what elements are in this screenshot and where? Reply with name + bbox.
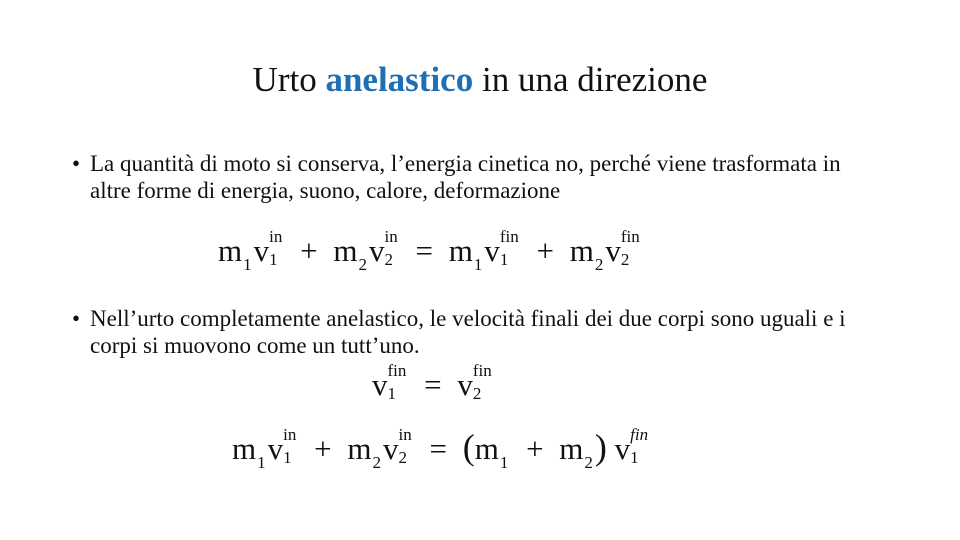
bullet-text: La quantità di moto si conserva, l’energia cinetica no, perché viene trasformata in altre forme di energia, suono, calore, deformazione (90, 151, 841, 203)
velocity-2-final: v fin 2 (605, 227, 640, 269)
slide-title (0, 58, 960, 102)
velocity-1-final: v fin 1 (614, 425, 649, 467)
title-suffix: in una direzione (473, 60, 708, 99)
bullet-perfectly-inelastic (72, 305, 872, 359)
velocity-2-initial: v in 2 (368, 227, 398, 269)
equals-operator: = (424, 367, 442, 402)
velocity-1-initial: v in 1 (267, 425, 297, 467)
bullet-text: Nell’urto completamente anelastico, le velocità finali dei due corpi sono uguali e i corpi si muovono come un tutt’uno. (90, 306, 846, 358)
plus-operator: + (536, 233, 554, 268)
title-prefix: Urto (252, 60, 326, 99)
mass-2: $m_2$ (347, 431, 381, 472)
bullet-marker: • (72, 151, 81, 176)
title-accent-word: anelastico (325, 60, 474, 99)
plus-operator: + (314, 431, 332, 466)
mass-1: $m_1$ (218, 233, 252, 274)
mass-2: $m_2$ (333, 233, 367, 274)
velocity-2-final: v fin 2 (457, 361, 492, 403)
equals-operator: = (429, 431, 447, 466)
plus-operator: + (300, 233, 318, 268)
mass-2: $m_2$ (569, 233, 604, 274)
equation-equal-final-velocities (372, 361, 494, 404)
mass-1: $m_1$ (448, 233, 483, 274)
right-parenthesis: ) (594, 427, 607, 467)
velocity-1-final: v fin 1 (484, 227, 519, 269)
equation-inelastic-momentum (232, 425, 650, 482)
velocity-1-initial: v in 1 (253, 227, 283, 269)
equals-operator: = (415, 233, 433, 268)
equation-momentum-conservation (218, 227, 642, 284)
velocity-1-final: v fin 1 (372, 361, 407, 403)
mass-1: $m_1$ (232, 431, 266, 472)
left-parenthesis: ( (462, 427, 475, 467)
bullet-momentum-conservation (72, 150, 872, 204)
mass-2: $m_2$ (559, 431, 593, 472)
plus-operator: + (526, 431, 544, 466)
bullet-marker: • (72, 306, 81, 331)
mass-1: $m_1$ (474, 431, 509, 472)
velocity-2-initial: v in 2 (382, 425, 412, 467)
